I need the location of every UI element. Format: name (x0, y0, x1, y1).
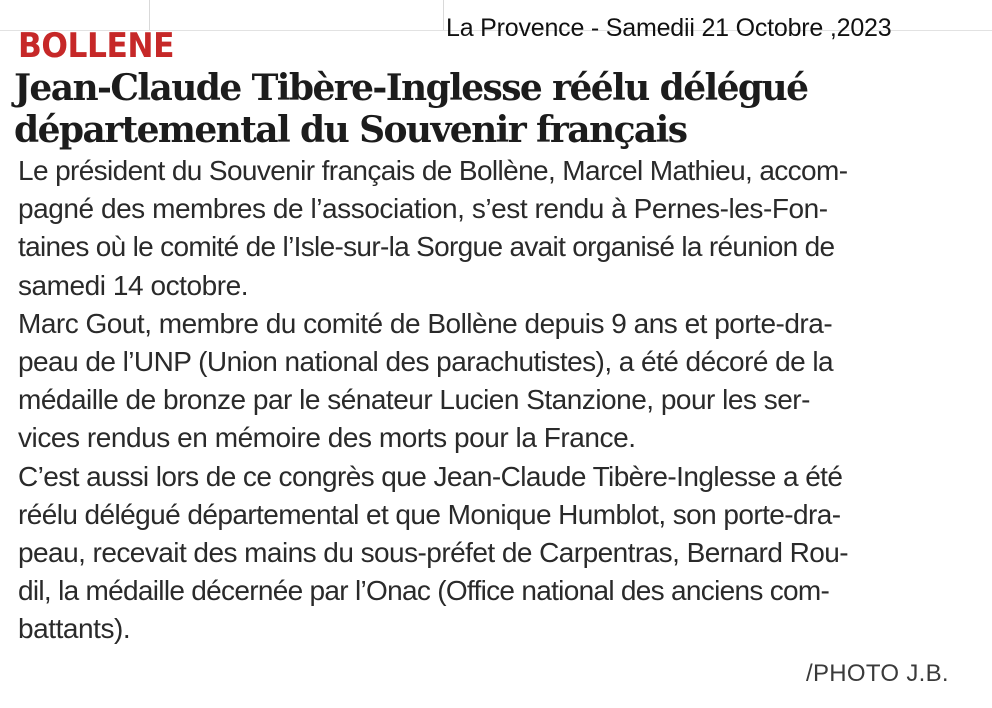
body-line: vices rendus en mémoire des morts pour la France. (18, 422, 636, 454)
headline-line: Jean-Claude Tibère-Inglesse réélu délégué (14, 67, 808, 109)
body-line: réélu délégué départemental et que Monique Humblot, son porte-dra- (18, 498, 841, 530)
body-line: pagné des membres de l’association, s’est rendu à Pernes-les-Fon- (18, 193, 828, 225)
body-line: taines où le comité de l’Isle-sur-la Sorgue avait organisé la réunion de (18, 231, 835, 263)
body-line: battants). (18, 613, 131, 645)
photo-credit: /PHOTO J.B. (806, 660, 949, 687)
body-line: samedi 14 octobre. (18, 269, 249, 301)
body-line: Le président du Souvenir français de Bollène, Marcel Mathieu, accom- (18, 155, 848, 186)
source-date-line: La Provence - Samedii 21 Octobre ,2023 (446, 14, 892, 42)
article-body (18, 152, 988, 649)
body-line: C’est aussi lors de ce congrès que Jean-Claude Tibère-Inglesse a été (18, 460, 843, 492)
body-line: Marc Gout, membre du comité de Bollène depuis 9 ans et porte-dra- (18, 307, 833, 339)
article-headline (14, 67, 992, 151)
grid-divider (443, 0, 444, 30)
section-kicker: BOLLENE (18, 26, 174, 66)
headline-line: départemental du Souvenir français (14, 109, 687, 151)
body-line: peau, recevait des mains du sous-préfet de Carpentras, Bernard Rou- (18, 537, 849, 569)
body-line: dil, la médaille décernée par l’Onac (Office national des anciens com- (18, 575, 830, 607)
body-line: médaille de bronze par le sénateur Lucien Stanzione, pour les ser- (18, 384, 810, 416)
body-line: peau de l’UNP (Union national des parachutistes), a été décoré de la (18, 346, 834, 378)
